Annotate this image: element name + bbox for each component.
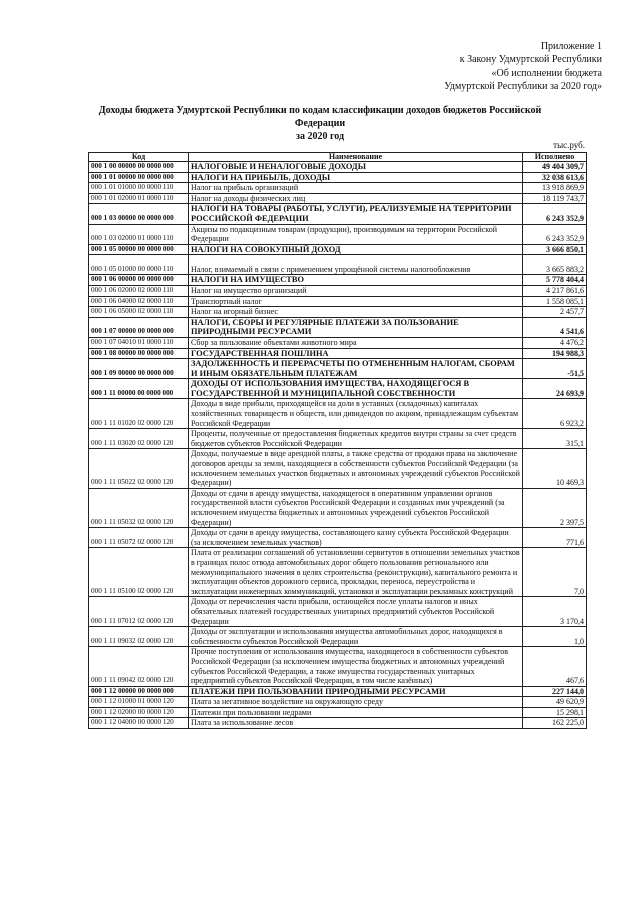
row-name: ДОХОДЫ ОТ ИСПОЛЬЗОВАНИЯ ИМУЩЕСТВА, НАХОДЯЩЕГОСЯ В ГОСУДАРСТВЕННОЙ И МУНИЦИПАЛЬНОЙ СОБСТВЕННОСТИ [189,379,523,399]
table-row [89,224,587,244]
row-name: Доходы, получаемые в виде арендной платы, а также средства от продажи права на заключение договоров аренды за земли, находящиеся в собственности субъектов Российской Федерации (за исключением земельных участков бюджетных и автономных учреждений субъектов Российской Федерации) [189,449,523,488]
table-row [89,697,587,708]
table-row [89,337,587,348]
row-code: 000 1 07 00000 00 0000 000 [89,317,189,337]
table-row [89,348,587,359]
row-code: 000 1 03 00000 00 0000 000 [89,204,189,224]
row-name: Сбор за пользование объектами животного мира [189,337,523,348]
row-value: 5 778 404,4 [523,275,587,286]
row-value: -51,5 [523,359,587,379]
row-value: 771,6 [523,528,587,548]
row-value: 1 558 085,1 [523,296,587,307]
table-row [89,707,587,718]
table-row [89,183,587,194]
table-row [89,399,587,429]
row-name: Налог на прибыль организаций [189,183,523,194]
appendix-line: к Закону Удмуртской Республики [459,54,602,66]
row-value: 10 469,3 [523,449,587,488]
table-row [89,317,587,337]
row-name: Акцизы по подакцизным товарам (продукции), производимым на территории Российской Федерации [189,224,523,244]
row-code: 000 1 05 00000 00 0000 000 [89,244,189,255]
table-row [89,627,587,647]
row-code: 000 1 00 00000 00 0000 000 [89,162,189,173]
row-value: 6 243 352,9 [523,224,587,244]
row-value: 227 144,0 [523,686,587,697]
row-code: 000 1 11 07012 02 0000 120 [89,597,189,627]
row-value: 4 217 861,6 [523,285,587,296]
revenue-table [88,152,587,729]
row-name: НАЛОГОВЫЕ И НЕНАЛОГОВЫЕ ДОХОДЫ [189,162,523,173]
row-value: 49 620,9 [523,697,587,708]
table-row [89,488,587,527]
row-name: Доходы от перечисления части прибыли, остающейся после уплаты налогов и иных обязательных платежей государственных унитарных предприятий субъектов Российской Федерации [189,597,523,627]
row-code: 000 1 11 01020 02 0000 120 [89,399,189,429]
row-name: Доходы от сдачи в аренду имущества, составляющего казну субъекта Российской Федерации (за исключением земельных участков) [189,528,523,548]
row-value: 3 665 883,2 [523,255,587,275]
row-code: 000 1 07 04010 01 0000 110 [89,337,189,348]
row-value: 49 404 309,7 [523,162,587,173]
row-value: 32 038 613,6 [523,172,587,183]
table-body [89,162,587,729]
table-row [89,172,587,183]
row-name: НАЛОГИ НА ПРИБЫЛЬ, ДОХОДЫ [189,172,523,183]
table-row [89,204,587,224]
row-code: 000 1 12 04000 00 0000 120 [89,718,189,729]
row-name: Проценты, полученные от предоставления бюджетных кредитов внутри страны за счет средств бюджетов субъектов Российской Федерации [189,429,523,449]
row-code: 000 1 08 00000 00 0000 000 [89,348,189,359]
row-code: 000 1 01 02000 01 0000 110 [89,193,189,204]
table-row [89,296,587,307]
header-name: Наименование [189,153,523,162]
row-value: 4 476,2 [523,337,587,348]
row-code: 000 1 06 05000 02 0000 110 [89,307,189,318]
row-value: 162 225,0 [523,718,587,729]
row-name: Прочие поступления от использования имущества, находящегося в собственности субъектов Российской Федерации (за исключением имущества бюджетных и автономных учреждений субъектов Российской Федерации, а также имущества государственных унитарных предприятий субъектов Российской Федерации, в том числе казённых) [189,647,523,686]
row-name: Налог на имущество организаций [189,285,523,296]
row-code: 000 1 11 00000 00 0000 000 [89,379,189,399]
row-name: Плата от реализации соглашений об установлении сервитутов в отношении земельных участков в границах полос отвода автомобильных дорог общего пользования регионального или межмуниципального значения в целях строительства (реконструкции), капитального ремонта и эксплуатации объектов дорожного сервиса, прокладки, переноса, переустройства и эксплуатации инженерных коммуникаций, установки и эксплуатации рекламных конструкций [189,548,523,597]
row-name: ПЛАТЕЖИ ПРИ ПОЛЬЗОВАНИИ ПРИРОДНЫМИ РЕСУРСАМИ [189,686,523,697]
row-value: 2 397,5 [523,488,587,527]
table-row [89,528,587,548]
row-name: НАЛОГИ НА ТОВАРЫ (РАБОТЫ, УСЛУГИ), РЕАЛИЗУЕМЫЕ НА ТЕРРИТОРИИ РОССИЙСКОЙ ФЕДЕРАЦИИ [189,204,523,224]
row-value: 24 693,9 [523,379,587,399]
row-name: Налог, взимаемый в связи с применением упрощённой системы налогообложения [189,255,523,275]
row-name: Плата за негативное воздействие на окружающую среду [189,697,523,708]
table-row [89,597,587,627]
table-row [89,244,587,255]
row-code: 000 1 05 01000 00 0000 110 [89,255,189,275]
row-code: 000 1 06 04000 02 0000 110 [89,296,189,307]
row-value: 2 457,7 [523,307,587,318]
table-row [89,718,587,729]
row-value: 4 541,6 [523,317,587,337]
row-name: НАЛОГИ НА ИМУЩЕСТВО [189,275,523,286]
table-row [89,162,587,173]
table-row [89,379,587,399]
row-name: ЗАДОЛЖЕННОСТЬ И ПЕРЕРАСЧЕТЫ ПО ОТМЕНЕННЫМ НАЛОГАМ, СБОРАМ И ИНЫМ ОБЯЗАТЕЛЬНЫМ ПЛАТЕЖАМ [189,359,523,379]
row-value: 194 988,3 [523,348,587,359]
appendix-line: Приложение 1 [540,41,602,52]
appendix-header [444,40,602,94]
row-code: 000 1 11 05100 02 0000 120 [89,548,189,597]
row-name: Доходы в виде прибыли, приходящейся на доли в уставных (складочных) капиталах хозяйственных товариществ и обществ, или дивидендов по акциям, принадлежащим субъектам Российской Федерации [189,399,523,429]
row-value: 315,1 [523,429,587,449]
row-code: 000 1 12 00000 00 0000 000 [89,686,189,697]
table-row [89,647,587,686]
appendix-line: Удмуртской Республики за 2020 год» [444,81,602,93]
table-row [89,429,587,449]
row-code: 000 1 12 01000 01 0000 120 [89,697,189,708]
row-name: НАЛОГИ, СБОРЫ И РЕГУЛЯРНЫЕ ПЛАТЕЖИ ЗА ПОЛЬЗОВАНИЕ ПРИРОДНЫМИ РЕСУРСАМИ [189,317,523,337]
row-code: 000 1 09 00000 00 0000 000 [89,359,189,379]
row-code: 000 1 11 05072 02 0000 120 [89,528,189,548]
table-row [89,449,587,488]
row-name: Доходы от эксплуатации и использования имущества автомобильных дорог, находящихся в собственности субъектов Российской Федерации [189,627,523,647]
table-row [89,255,587,275]
row-value: 15 298,1 [523,707,587,718]
table-header-row [89,153,587,162]
row-value: 18 119 743,7 [523,193,587,204]
row-code: 000 1 11 09042 02 0000 120 [89,647,189,686]
row-code: 000 1 11 03020 02 0000 120 [89,429,189,449]
row-code: 000 1 11 05032 02 0000 120 [89,488,189,527]
table-row [89,285,587,296]
row-name: Плата за использование лесов [189,718,523,729]
table-row [89,548,587,597]
row-name: Транспортный налог [189,296,523,307]
row-code: 000 1 03 02000 01 0000 110 [89,224,189,244]
row-name: НАЛОГИ НА СОВОКУПНЫЙ ДОХОД [189,244,523,255]
table-row [89,193,587,204]
table-row [89,307,587,318]
row-value: 13 918 869,9 [523,183,587,194]
row-value: 467,6 [523,647,587,686]
title-line-2: за 2020 год [295,131,345,142]
row-code: 000 1 01 01000 00 0000 110 [89,183,189,194]
header-code: Код [89,153,189,162]
row-value: 3 170,4 [523,597,587,627]
title-line-1: Доходы бюджета Удмуртской Республики по кодам классификации доходов бюджетов Российской Федерации [98,105,542,129]
row-name: ГОСУДАРСТВЕННАЯ ПОШЛИНА [189,348,523,359]
row-value: 1,0 [523,627,587,647]
row-value: 7,0 [523,548,587,597]
row-code: 000 1 11 09032 02 0000 120 [89,627,189,647]
table-row [89,686,587,697]
table-row [89,275,587,286]
units-label: тыс.руб. [553,140,585,150]
row-name: Налог на игорный бизнес [189,307,523,318]
row-value: 6 243 352,9 [523,204,587,224]
row-name: Платежи при пользовании недрами [189,707,523,718]
row-code: 000 1 11 05022 02 0000 120 [89,449,189,488]
row-name: Доходы от сдачи в аренду имущества, находящегося в оперативном управлении органов государственной власти субъектов Российской Федерации и созданных ими учреждений (за исключением имущества бюджетных и автономных учреждений субъектов Российской Федерации) [189,488,523,527]
row-value: 3 666 850,1 [523,244,587,255]
header-value: Исполнено [523,153,587,162]
row-code: 000 1 01 00000 00 0000 000 [89,172,189,183]
row-code: 000 1 06 02000 02 0000 110 [89,285,189,296]
row-value: 6 923,2 [523,399,587,429]
row-name: Налог на доходы физических лиц [189,193,523,204]
document-title [80,104,560,143]
row-code: 000 1 06 00000 00 0000 000 [89,275,189,286]
appendix-line: «Об исполнении бюджета [491,67,602,79]
row-code: 000 1 12 02000 00 0000 120 [89,707,189,718]
table-row [89,359,587,379]
